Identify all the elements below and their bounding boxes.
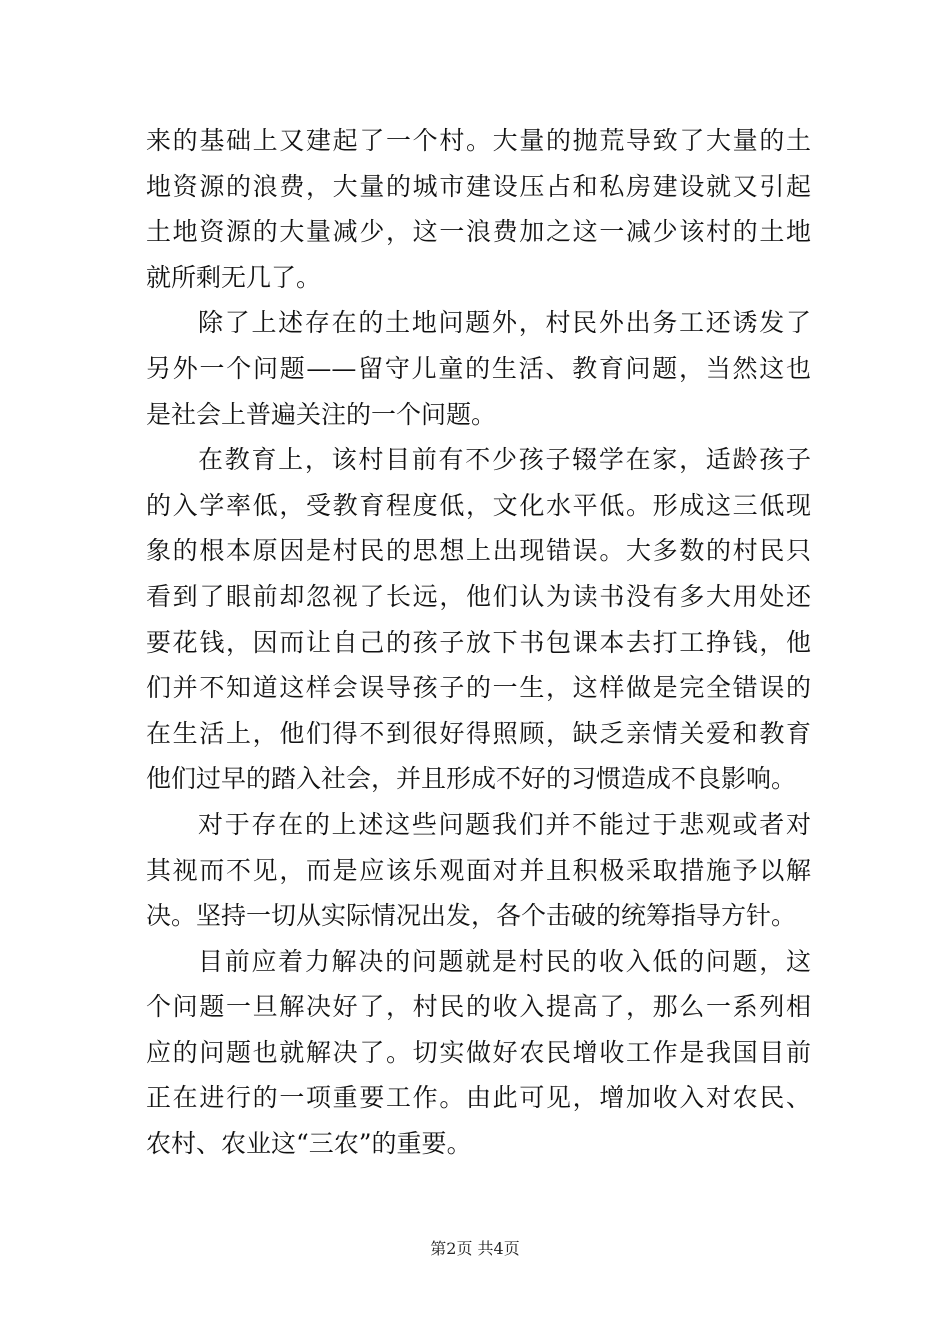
text-line: 在教育上，该村目前有不少孩子辍学在家，适龄孩子 [198,445,811,475]
text-line: 在生活上，他们得不到很好得照顾，缺乏亲情关爱和教育 [146,718,811,748]
text-line: 们并不知道这样会误导孩子的一生，这样做是完全错误的 [146,673,811,703]
text-line: 另外一个问题——留守儿童的生活、教育问题，当然这也 [146,353,811,383]
text-line: 土地资源的大量减少，这一浪费加之这一减少该村的土地 [146,217,811,247]
text-line: 对于存在的上述这些问题我们并不能过于悲观或者对 [198,809,811,839]
text-line: 的入学率低，受教育程度低，文化水平低。形成这三低现 [146,490,811,520]
text-line: 正在进行的一项重要工作。由此可见，增加收入对农民、 [146,1083,811,1113]
text-line: 看到了眼前却忽视了长远，他们认为读书没有多大用处还 [146,581,811,611]
text-line: 象的根本原因是村民的思想上出现错误。大多数的村民只 [146,536,811,566]
text-line: 除了上述存在的土地问题外，村民外出务工还诱发了 [198,308,811,338]
text-line: 个问题一旦解决好了，村民的收入提高了，那么一系列相 [146,992,811,1022]
text-line: 要花钱，因而让自己的孩子放下书包课本去打工挣钱，他 [146,627,811,657]
text-line: 地资源的浪费，大量的城市建设压占和私房建设就又引起 [146,171,811,201]
text-line: 应的问题也就解决了。切实做好农民增收工作是我国目前 [146,1037,811,1067]
page-number-footer: 第2页 共4页 [430,1239,520,1258]
text-line: 决。坚持一切从实际情况出发，各个击破的统筹指导方针。 [146,901,797,931]
text-line: 来的基础上又建起了一个村。大量的抛荒导致了大量的土 [146,126,811,155]
text-line: 其视而不见，而是应该乐观面对并且积极采取措施予以解 [146,855,811,885]
text-line: 农村、农业这“三农”的重要。 [146,1129,472,1159]
text-line: 就所剩无几了。 [146,262,322,292]
text-line: 是社会上普遍关注的一个问题。 [146,399,497,429]
text-line: 目前应着力解决的问题就是村民的收入低的问题，这 [198,946,811,976]
document-body [146,118,811,1167]
text-line: 他们过早的踏入社会，并且形成不好的习惯造成不良影响。 [146,764,797,794]
